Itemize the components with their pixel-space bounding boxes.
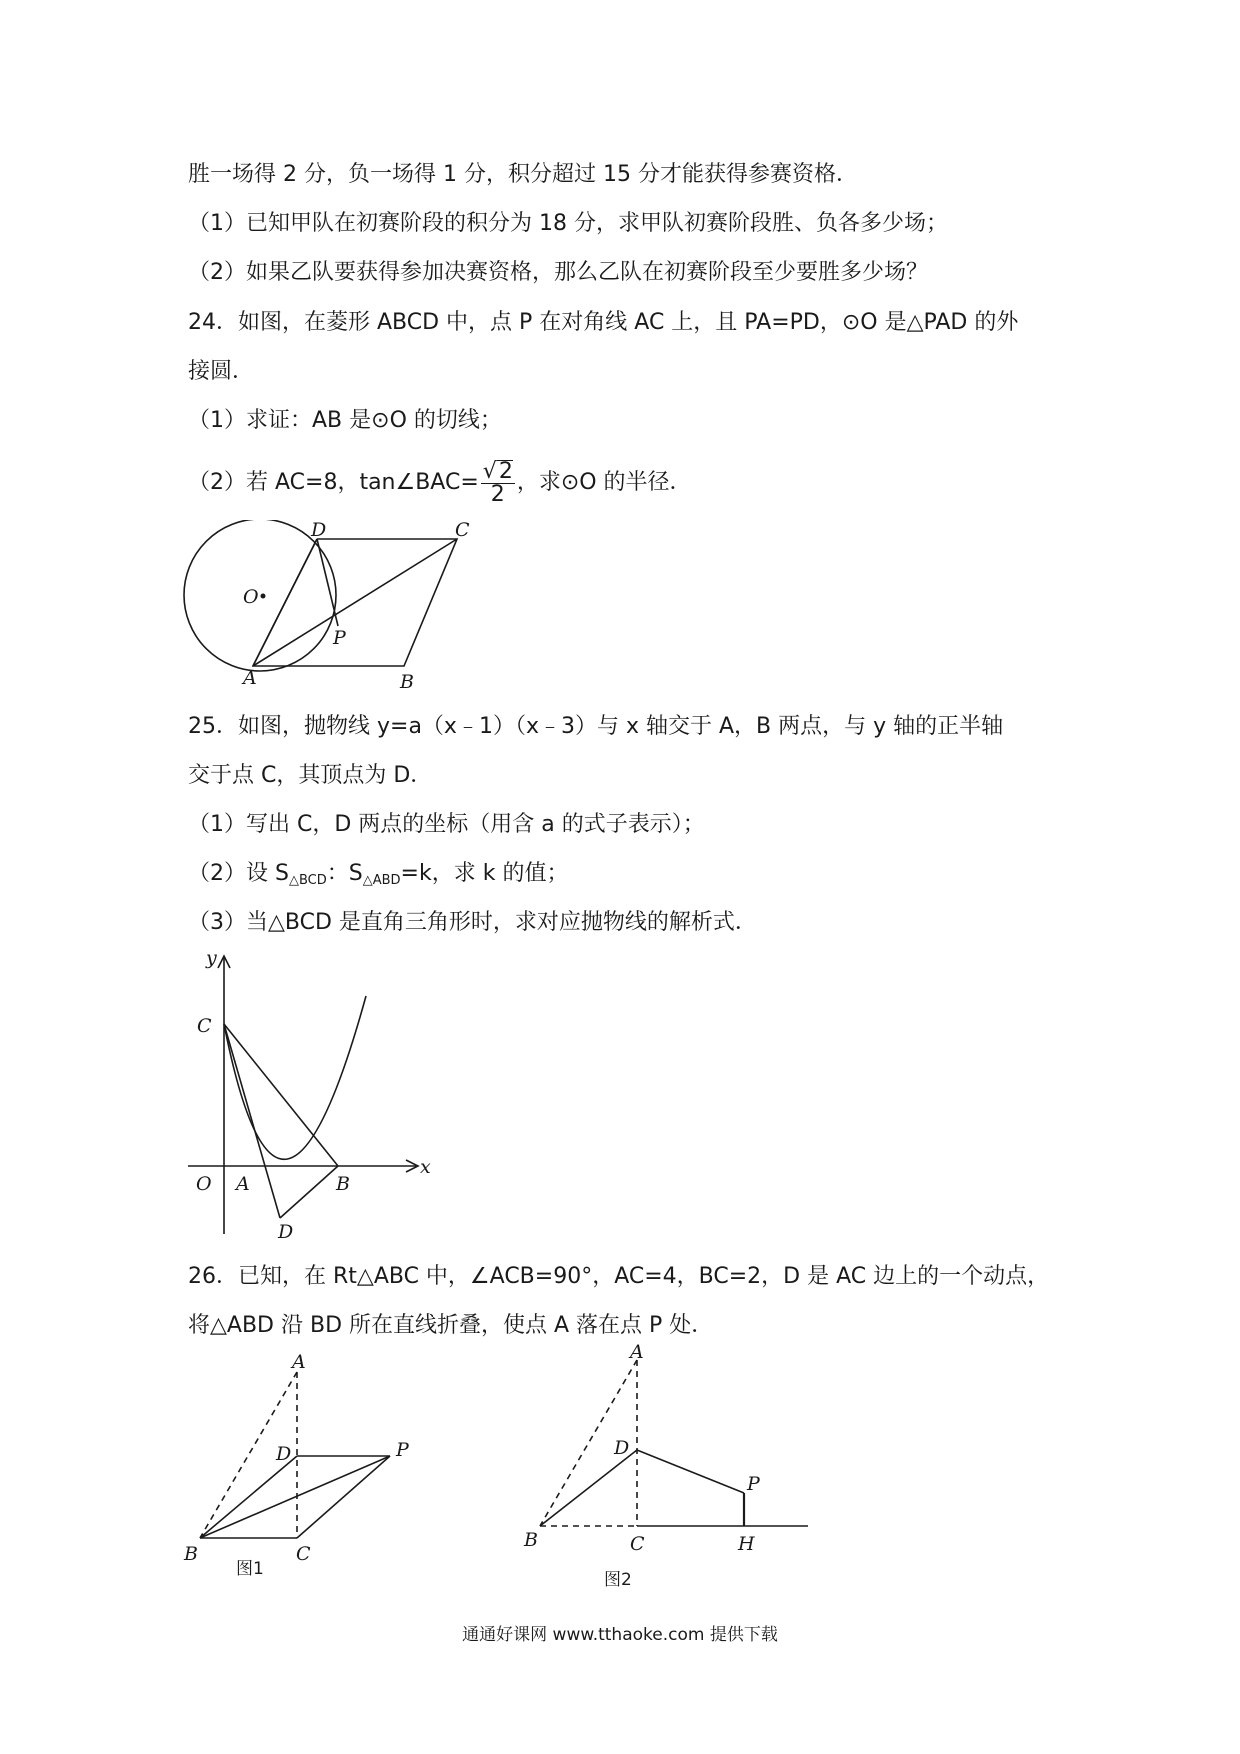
q23-part2: （2）如果乙队要获得参加决赛资格，那么乙队在初赛阶段至少要胜多少场？ [188, 260, 928, 285]
label-a: A [292, 1351, 306, 1373]
text-line-1: 胜一场得 2 分，负一场得 1 分，积分超过 15 分才能获得参赛资格． [188, 162, 858, 187]
q25-part2-a: （2）设 S [188, 861, 289, 886]
label-a: A [243, 667, 257, 689]
q25-part2-sub2: △ABD [362, 873, 401, 888]
label-b: B [400, 671, 414, 693]
q25-part2-sub1: △BCD [288, 873, 327, 888]
q25-part1: （1）写出 C，D 两点的坐标（用含 a 的式子表示）； [188, 812, 705, 837]
label-p: P [396, 1439, 409, 1461]
segment-dp [637, 1450, 744, 1493]
label-o: O [196, 1173, 212, 1195]
q25-part2 [188, 859, 568, 896]
label-b: B [524, 1529, 538, 1551]
diagonal-ac [253, 539, 457, 666]
sqrt-radicand: 2 [498, 459, 513, 484]
q24-part2-prefix: （2）若 AC=8，tan∠BAC= [188, 470, 479, 495]
figure-26-2 [510, 1340, 810, 1600]
q24-stem: 24．如图，在菱形 ABCD 中，点 P 在对角线 AC 上，且 PA=PD，⊙O 是△PAD 的外 [188, 310, 1019, 335]
label-c: C [296, 1543, 311, 1565]
figure-26-1 [180, 1350, 440, 1590]
label-c: C [630, 1533, 645, 1555]
q24-stem-cont: 接圆． [188, 359, 255, 384]
q24-part1: （1）求证：AB 是⊙O 的切线； [188, 408, 502, 433]
label-h: H [738, 1533, 755, 1555]
segment-bd [540, 1450, 637, 1526]
label-b: B [336, 1173, 350, 1195]
q25-part3: （3）当△BCD 是直角三角形时，求对应抛物线的解析式． [188, 910, 757, 935]
label-b: B [184, 1543, 198, 1565]
center-dot-o [261, 594, 266, 599]
segment-cd [224, 1024, 280, 1218]
label-c: C [455, 520, 470, 541]
label-p: P [747, 1473, 760, 1495]
q25-part2-c: =k，求 k 的值； [400, 861, 569, 886]
label-c: C [197, 1015, 212, 1037]
sqrt2-over-2-fraction: $\frac{√2}{2}$ [482, 459, 513, 507]
q24-part2-suffix: ，求⊙O 的半径． [516, 470, 692, 495]
q23-part1: （1）已知甲队在初赛阶段的积分为 18 分，求甲队初赛阶段胜、负各多少场； [188, 211, 948, 236]
page-footer: 通通好课网 www.tthaoke.com 提供下载 [462, 1625, 778, 1645]
label-d: D [311, 520, 327, 541]
label-y: y [206, 950, 217, 969]
q26-stem: 26．已知，在 Rt△ABC 中，∠ACB=90°，AC=4，BC=2，D 是 AC 边上的一个动点， [188, 1264, 1050, 1289]
q25-stem: 25．如图，抛物线 y=a（x﹣1）（x﹣3）与 x 轴交于 A，B 两点，与 y 轴的正半轴 [188, 714, 1004, 739]
label-d: D [614, 1437, 630, 1459]
label-p: P [333, 627, 346, 649]
label-a: A [236, 1173, 250, 1195]
q25-stem-cont: 交于点 C，其顶点为 D． [188, 763, 433, 788]
label-a: A [630, 1341, 644, 1363]
label-x: x [420, 1156, 431, 1178]
caption-fig1: 图1 [236, 1559, 264, 1579]
segment-db [280, 1166, 338, 1218]
label-d: D [276, 1443, 292, 1465]
parabola-curve [224, 996, 366, 1159]
figure-25-parabola [180, 950, 440, 1240]
label-o: O [243, 586, 259, 608]
q24-part2 [188, 460, 692, 506]
figure-24-rhombus-circle [180, 520, 480, 700]
segment-cp [297, 1456, 390, 1538]
segment-bp [200, 1456, 390, 1538]
q25-part2-b: ：S [326, 861, 363, 886]
fraction-denominator: 2 [490, 482, 505, 507]
circle-o [184, 520, 336, 671]
label-d: D [278, 1221, 294, 1240]
caption-fig2: 图2 [604, 1570, 632, 1590]
q26-stem-cont: 将△ABD 沿 BD 所在直线折叠，使点 A 落在点 P 处． [188, 1313, 714, 1338]
segment-bd [200, 1456, 297, 1538]
